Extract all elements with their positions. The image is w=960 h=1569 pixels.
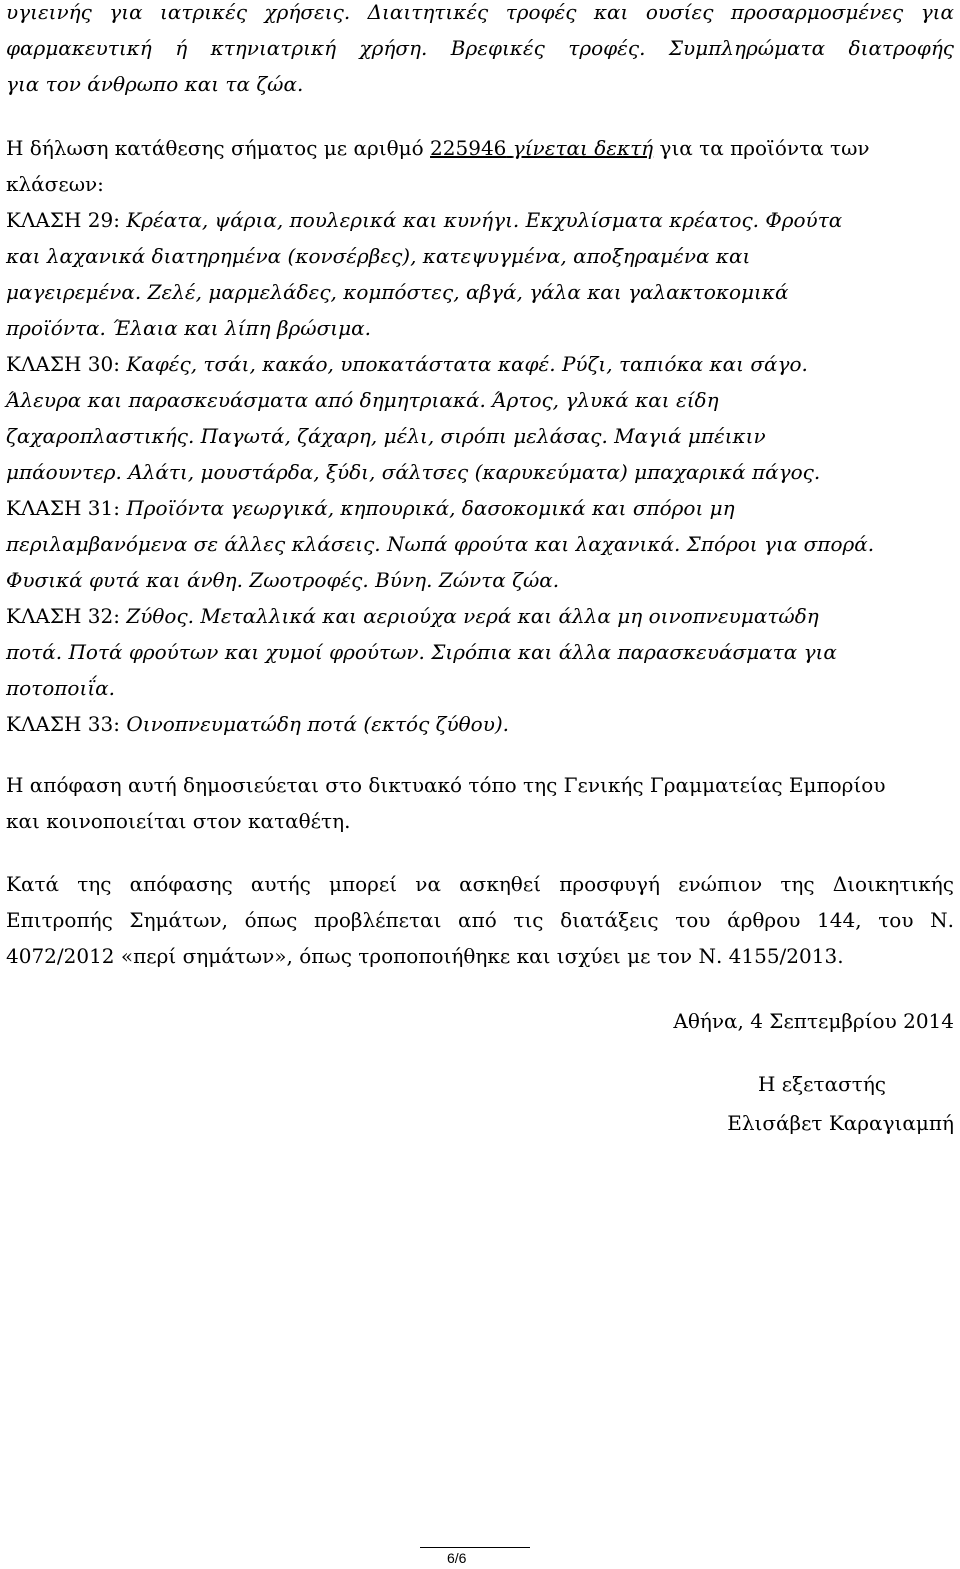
class-31-label: ΚΛΑΣΗ 31: — [6, 496, 120, 520]
intro-line-2: φαρμακευτική ή κτηνιατρική χρήση. Βρεφικές τροφές. Συμπληρώματα διατροφής — [6, 36, 954, 60]
application-number: 225946 — [430, 136, 507, 160]
class-30-line-2: Άλευρα και παρασκευάσματα από δημητριακά. Άρτος, γλυκά και είδη — [6, 388, 719, 412]
class-30-line-1: ΚΛΑΣΗ 30: Καφές, τσάι, κακάο, υποκατάστατα καφέ. Ρύζι, ταπιόκα και σάγο. — [6, 352, 808, 376]
acceptance-statement — [6, 130, 870, 166]
signatory-name: Ελισάβετ Καραγιαμπή — [727, 1111, 954, 1135]
class-32-label: ΚΛΑΣΗ 32: — [6, 604, 120, 628]
class-30-label: ΚΛΑΣΗ 30: — [6, 352, 120, 376]
class-29-line-1: ΚΛΑΣΗ 29: Κρέατα, ψάρια, πουλερικά και κυνήγι. Εκχυλίσματα κρέατος. Φρούτα — [6, 208, 843, 232]
class-33-label: ΚΛΑΣΗ 33: — [6, 712, 120, 736]
page-number: 6/6 — [447, 1550, 467, 1566]
publication-line-2: και κοινοποιείται στον καταθέτη. — [6, 809, 351, 833]
signatory-title: Η εξεταστής — [758, 1072, 887, 1096]
class-32-line-2: ποτά. Ποτά φρούτων και χυμοί φρούτων. Σιρόπια και άλλα παρασκευάσματα για — [6, 640, 837, 664]
appeal-line-3: 4072/2012 «περί σημάτων», όπως τροποποιήθηκε και ισχύει με τον Ν. 4155/2013. — [6, 944, 844, 968]
intro-line-3: για τον άνθρωπο και τα ζώα. — [6, 72, 304, 96]
footer-divider — [420, 1547, 530, 1548]
class-29-line-2: και λαχανικά διατηρημένα (κονσέρβες), κατεψυγμένα, αποξηραμένα και — [6, 244, 751, 268]
class-31-line-1: ΚΛΑΣΗ 31: Προϊόντα γεωργικά, κηπουρικά, δασοκομικά και σπόροι μη — [6, 496, 735, 520]
place-date: Αθήνα, 4 Σεπτεμβρίου 2014 — [673, 1009, 954, 1033]
class-32-line-1: ΚΛΑΣΗ 32: Ζύθος. Μεταλλικά και αεριούχα νερά και άλλα μη οινοπνευματώδη — [6, 604, 819, 628]
class-33-line-1: ΚΛΑΣΗ 33: Οινοπνευματώδη ποτά (εκτός ζύθου). — [6, 712, 510, 736]
class-31-line-3: Φυσικά φυτά και άνθη. Ζωοτροφές. Βύνη. Ζώντα ζώα. — [6, 568, 560, 592]
class-31-line-2: περιλαμβανόμενα σε άλλες κλάσεις. Νωπά φρούτα και λαχανικά. Σπόροι για σπορά. — [6, 532, 875, 556]
intro-line-1: υγιεινής για ιατρικές χρήσεις. Διαιτητικές τροφές και ουσίες προσαρμοσμένες για — [6, 0, 954, 24]
acceptance-status: γίνεται δεκτή — [512, 136, 654, 160]
publication-line-1: Η απόφαση αυτή δημοσιεύεται στο δικτυακό τόπο της Γενικής Γραμματείας Εμπορίου — [6, 773, 886, 797]
class-29-line-4: προϊόντα. Έλαια και λίπη βρώσιμα. — [6, 316, 371, 340]
class-29-line-3: μαγειρεμένα. Ζελέ, μαρμελάδες, κομπόστες, αβγά, γάλα και γαλακτοκομικά — [6, 280, 789, 304]
acceptance-prefix: Η δήλωση κατάθεσης σήματος με αριθμό — [6, 136, 431, 160]
class-32-line-3: ποτοποιΐα. — [6, 676, 116, 700]
class-29-label: ΚΛΑΣΗ 29: — [6, 208, 120, 232]
appeal-line-2: Επιτροπής Σημάτων, όπως προβλέπεται από τις διατάξεις του άρθρου 144, του Ν. — [6, 908, 954, 932]
acceptance-line-2: κλάσεων: — [6, 172, 104, 196]
class-30-line-3: ζαχαροπλαστικής. Παγωτά, ζάχαρη, μέλι, σιρόπι μελάσας. Μαγιά μπέικιν — [6, 424, 766, 448]
class-30-line-4: μπάουντερ. Αλάτι, μουστάρδα, ξύδι, σάλτσες (καρυκεύματα) μπαχαρικά πάγος. — [6, 460, 821, 484]
appeal-line-1: Κατά της απόφασης αυτής μπορεί να ασκηθεί προσφυγή ενώπιον της Διοικητικής — [6, 872, 954, 896]
acceptance-suffix: για τα προϊόντα των — [653, 136, 870, 160]
